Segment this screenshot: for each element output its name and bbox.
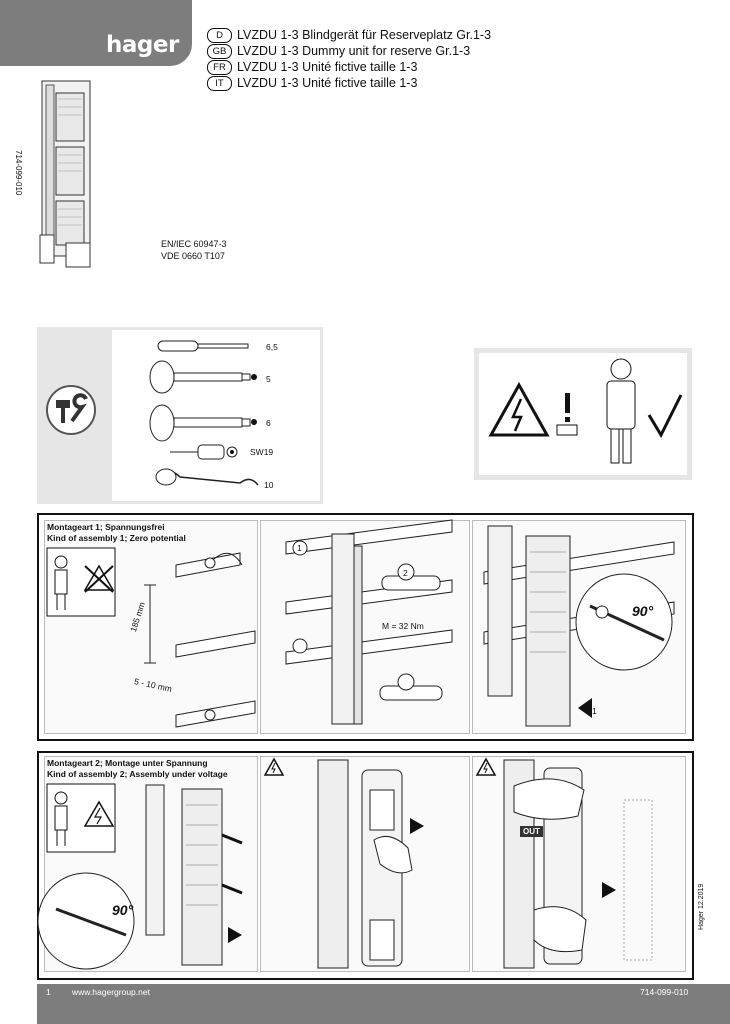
dummy-unit-live-install-b bbox=[262, 760, 467, 968]
title-text-gb: LVZDU 1-3 Dummy unit for reserve Gr.1-3 bbox=[237, 44, 471, 58]
product-illustration bbox=[36, 75, 100, 270]
step-1-marker-c: 1 bbox=[592, 706, 597, 716]
zero-potential-icon bbox=[47, 548, 117, 618]
assembly-1-caption-en: Kind of assembly 1; Zero potential bbox=[47, 533, 186, 543]
title-it bbox=[207, 76, 417, 91]
fuse-base-mounting-drawing bbox=[262, 522, 467, 730]
lang-badge-it: IT bbox=[207, 76, 232, 91]
lang-badge-de: D bbox=[207, 28, 232, 43]
dummy-unit-live-install-c bbox=[474, 760, 682, 968]
step-1-marker-a: 1 bbox=[297, 543, 302, 553]
assembly-2-caption-en: Kind of assembly 2; Assembly under voltage bbox=[47, 769, 228, 779]
standards bbox=[161, 238, 227, 262]
tool-key2-size: 6 bbox=[266, 418, 271, 428]
rotation-angle-label-a: 90° bbox=[632, 603, 654, 619]
assembly-2-caption-de: Montageart 2; Montage unter Spannung bbox=[47, 758, 208, 768]
title-text-fr: LVZDU 1-3 Unité fictive taille 1-3 bbox=[237, 60, 418, 74]
title-gb bbox=[207, 44, 470, 59]
lang-badge-fr: FR bbox=[207, 60, 232, 75]
tool-key1-size: 5 bbox=[266, 374, 271, 384]
title-de bbox=[207, 28, 491, 43]
tools-drawings bbox=[150, 335, 320, 495]
footer-date-vertical: Hager 12.2019 bbox=[698, 883, 705, 930]
footer-page-number: 1 bbox=[46, 987, 51, 997]
standard-iec: EN/IEC 60947-3 bbox=[161, 239, 227, 249]
tool-screwdriver-size: 6,5 bbox=[266, 342, 278, 352]
title-text-it: LVZDU 1-3 Unité fictive taille 1-3 bbox=[237, 76, 418, 90]
footer-url[interactable]: www.hagergroup.net bbox=[72, 987, 150, 997]
rotation-angle-label-b: 90° bbox=[112, 902, 134, 918]
hager-logo: hager bbox=[106, 32, 179, 58]
electrician-safety-illustration bbox=[485, 355, 685, 473]
lang-badge-gb: GB bbox=[207, 44, 232, 59]
dim-height-label: 185 mm bbox=[128, 600, 148, 634]
step-2-marker-a: 2 bbox=[403, 568, 408, 578]
torque-label: M = 32 Nm bbox=[382, 621, 424, 631]
footer-doc-number: 714-099-010 bbox=[640, 987, 689, 997]
doc-number-vertical: 714-099-010 bbox=[14, 150, 23, 196]
assembly-1-caption-de: Montageart 1; Spannungsfrei bbox=[47, 522, 165, 532]
rail-dimension-drawing bbox=[130, 545, 255, 730]
step-2-marker-c bbox=[629, 601, 645, 617]
dim-offset-label: 5 - 10 mm bbox=[133, 676, 173, 694]
dummy-unit-install-drawing bbox=[474, 522, 682, 730]
dummy-unit-live-install-a bbox=[46, 785, 254, 969]
tool-wrench-size: 10 bbox=[264, 480, 274, 490]
title-text-de: LVZDU 1-3 Blindgerät für Reserveplatz Gr.1-3 bbox=[237, 28, 492, 42]
tools-icon bbox=[44, 385, 100, 435]
tool-socket-size: SW19 bbox=[250, 447, 274, 457]
out-label: OUT bbox=[520, 826, 543, 837]
title-fr bbox=[207, 60, 417, 75]
standard-vde: VDE 0660 T107 bbox=[161, 251, 225, 261]
